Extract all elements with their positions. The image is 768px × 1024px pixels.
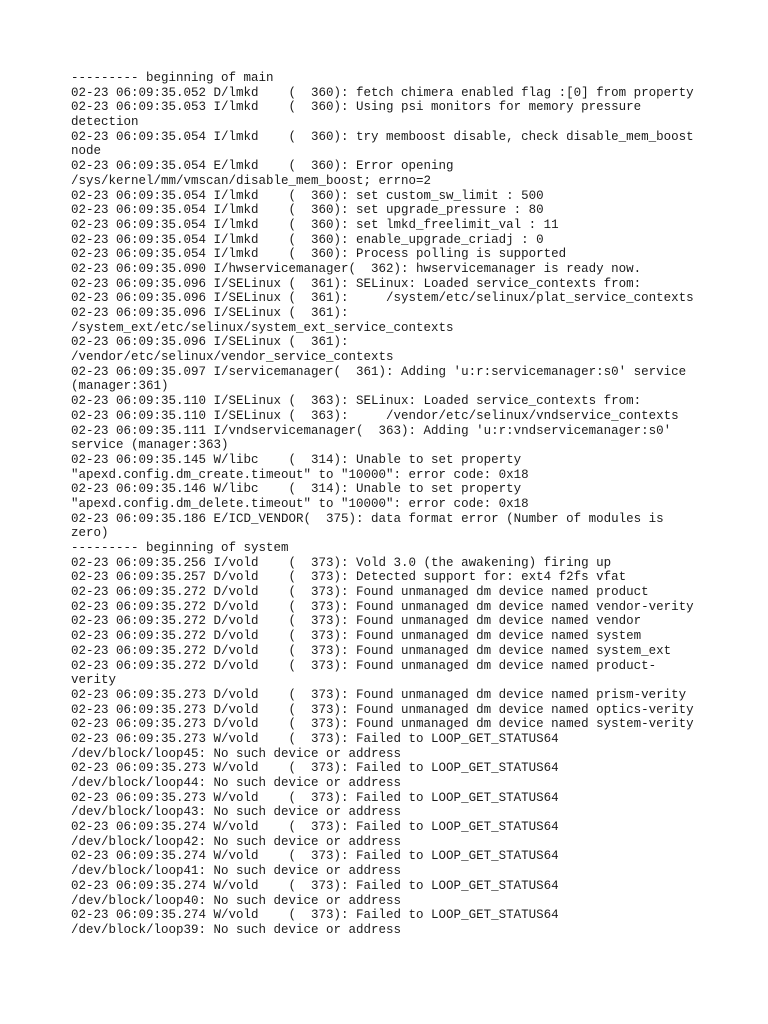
log-line: 02-23 06:09:35.273 D/vold ( 373): Found unmanaged dm device named optics-verity bbox=[71, 702, 694, 717]
log-line: 02-23 06:09:35.274 W/vold ( 373): Failed to LOOP_GET_STATUS64 bbox=[71, 908, 559, 923]
log-line: 02-23 06:09:35.096 I/SELinux ( 361): bbox=[71, 306, 349, 320]
log-line: 02-23 06:09:35.272 D/vold ( 373): Found unmanaged dm device named system bbox=[71, 629, 642, 644]
log-line: 02-23 06:09:35.096 I/SELinux ( 361): /system/etc/selinux/plat_service_contexts bbox=[71, 291, 694, 306]
log-line: 02-23 06:09:35.054 I/lmkd ( 360): set custom_sw_limit : 500 bbox=[71, 188, 544, 203]
log-line: 02-23 06:09:35.272 D/vold ( 373): Found unmanaged dm device named system_ext bbox=[71, 643, 672, 658]
log-line: 02-23 06:09:35.090 I/hwservicemanager( 362): hwservicemanager is ready now. bbox=[71, 261, 642, 276]
log-line: --------- beginning of main bbox=[71, 71, 274, 85]
log-line: 02-23 06:09:35.272 D/vold ( 373): Found unmanaged dm device named product bbox=[71, 585, 649, 600]
log-line: /dev/block/loop43: No such device or address bbox=[71, 805, 402, 820]
log-line: 02-23 06:09:35.273 W/vold ( 373): Failed to LOOP_GET_STATUS64 bbox=[71, 761, 559, 776]
log-line: --------- beginning of system bbox=[71, 541, 289, 555]
log-line: 02-23 06:09:35.257 D/vold ( 373): Detected support for: ext4 f2fs vfat bbox=[71, 570, 627, 585]
log-line: detection bbox=[71, 115, 139, 130]
log-line: 02-23 06:09:35.053 I/lmkd ( 360): Using psi monitors for memory pressure bbox=[71, 100, 642, 115]
log-line: 02-23 06:09:35.145 W/libc ( 314): Unable to set property bbox=[71, 452, 522, 467]
log-line: 02-23 06:09:35.186 E/ICD_VENDOR( 375): data format error (Number of modules is bbox=[71, 511, 664, 526]
log-line: 02-23 06:09:35.274 W/vold ( 373): Failed to LOOP_GET_STATUS64 bbox=[71, 849, 559, 864]
log-line: 02-23 06:09:35.273 D/vold ( 373): Found unmanaged dm device named system-verity bbox=[71, 717, 694, 732]
log-line: (manager:361) bbox=[71, 379, 169, 394]
log-line: 02-23 06:09:35.096 I/SELinux ( 361): SELinux: Loaded service_contexts from: bbox=[71, 276, 642, 291]
log-line: 02-23 06:09:35.110 I/SELinux ( 363): SELinux: Loaded service_contexts from: bbox=[71, 394, 642, 409]
log-line: service (manager:363) bbox=[71, 438, 229, 453]
log-line: 02-23 06:09:35.111 I/vndservicemanager( 363): Adding 'u:r:vndservicemanager:s0' bbox=[71, 423, 672, 438]
log-line: 02-23 06:09:35.054 E/lmkd ( 360): Error opening bbox=[71, 159, 454, 174]
log-line: /system_ext/etc/selinux/system_ext_service_contexts bbox=[71, 320, 454, 335]
log-line: verity bbox=[71, 673, 117, 688]
log-line: 02-23 06:09:35.272 D/vold ( 373): Found unmanaged dm device named product- bbox=[71, 658, 657, 673]
log-line: 02-23 06:09:35.054 I/lmkd ( 360): set lmkd_freelimit_val : 11 bbox=[71, 217, 559, 232]
log-line: 02-23 06:09:35.054 I/lmkd ( 360): Process polling is supported bbox=[71, 247, 567, 262]
log-line: node bbox=[71, 144, 102, 159]
log-line: /sys/kernel/mm/vmscan/disable_mem_boost; errno=2 bbox=[71, 173, 432, 188]
log-line: /dev/block/loop41: No such device or address bbox=[71, 864, 402, 879]
log-line: "apexd.config.dm_create.timeout" to "10000": error code: 0x18 bbox=[71, 467, 529, 482]
log-line: /dev/block/loop40: No such device or address bbox=[71, 893, 402, 908]
log-line: 02-23 06:09:35.054 I/lmkd ( 360): enable_upgrade_criadj : 0 bbox=[71, 232, 544, 247]
log-line: 02-23 06:09:35.146 W/libc ( 314): Unable to set property bbox=[71, 482, 522, 497]
log-line: "apexd.config.dm_delete.timeout" to "10000": error code: 0x18 bbox=[71, 496, 529, 511]
log-line: 02-23 06:09:35.110 I/SELinux ( 363): /vendor/etc/selinux/vndservice_contexts bbox=[71, 408, 679, 423]
log-line: 02-23 06:09:35.054 I/lmkd ( 360): set upgrade_pressure : 80 bbox=[71, 203, 544, 218]
log-line: 02-23 06:09:35.273 W/vold ( 373): Failed to LOOP_GET_STATUS64 bbox=[71, 790, 559, 805]
log-line: 02-23 06:09:35.273 D/vold ( 373): Found unmanaged dm device named prism-verity bbox=[71, 687, 687, 702]
log-line: /dev/block/loop44: No such device or address bbox=[71, 776, 402, 790]
log-line: /vendor/etc/selinux/vendor_service_contexts bbox=[71, 350, 394, 365]
log-line: 02-23 06:09:35.097 I/servicemanager( 361): Adding 'u:r:servicemanager:s0' service bbox=[71, 364, 687, 379]
log-line: 02-23 06:09:35.272 D/vold ( 373): Found unmanaged dm device named vendor bbox=[71, 614, 642, 629]
log-line: 02-23 06:09:35.052 D/lmkd ( 360): fetch chimera enabled flag :[0] from property bbox=[71, 85, 694, 100]
log-line: /dev/block/loop39: No such device or address bbox=[71, 922, 402, 937]
log-line: /dev/block/loop45: No such device or address bbox=[71, 746, 402, 761]
log-line: 02-23 06:09:35.273 W/vold ( 373): Failed to LOOP_GET_STATUS64 bbox=[71, 731, 559, 746]
log-line: zero) bbox=[71, 526, 109, 541]
log-line: 02-23 06:09:35.096 I/SELinux ( 361): bbox=[71, 335, 349, 350]
log-line: 02-23 06:09:35.274 W/vold ( 373): Failed to LOOP_GET_STATUS64 bbox=[71, 878, 559, 893]
log-line: /dev/block/loop42: No such device or address bbox=[71, 834, 402, 849]
log-line: 02-23 06:09:35.274 W/vold ( 373): Failed to LOOP_GET_STATUS64 bbox=[71, 820, 559, 835]
log-line: 02-23 06:09:35.256 I/vold ( 373): Vold 3.0 (the awakening) firing up bbox=[71, 555, 612, 570]
log-output bbox=[71, 71, 711, 938]
log-line: 02-23 06:09:35.054 I/lmkd ( 360): try memboost disable, check disable_mem_boost bbox=[71, 129, 694, 144]
log-line: 02-23 06:09:35.272 D/vold ( 373): Found unmanaged dm device named vendor-verity bbox=[71, 599, 694, 614]
